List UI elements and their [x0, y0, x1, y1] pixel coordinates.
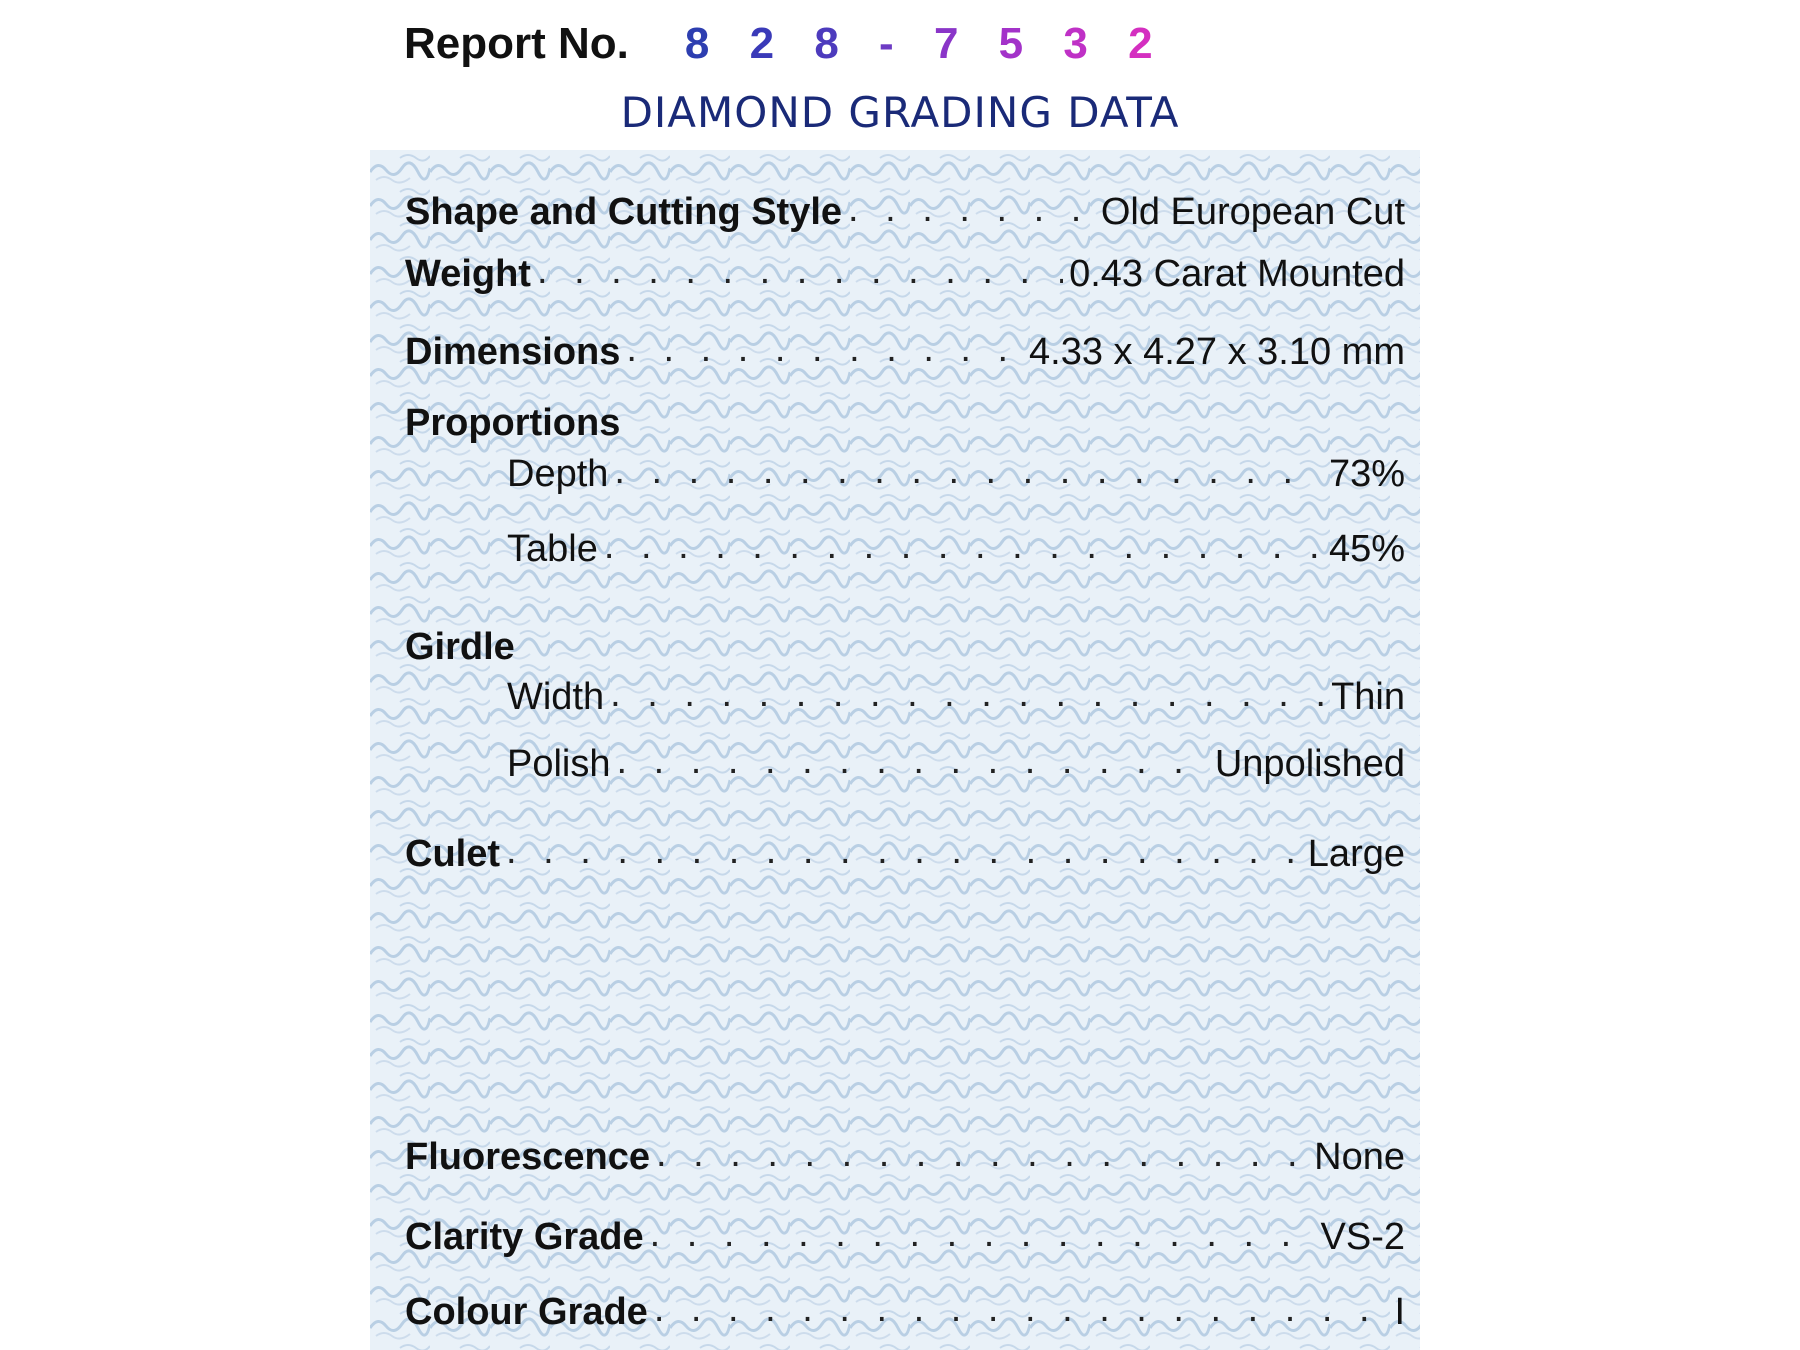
leader-dots — [537, 252, 1063, 296]
leader-dots — [848, 190, 1095, 234]
culet-value: Large — [1307, 833, 1405, 875]
report-digit: 3 — [1063, 19, 1102, 68]
girdle-polish-value: Unpolished — [1214, 743, 1405, 785]
report-digit: - — [879, 19, 908, 68]
fluorescence-value: None — [1314, 1136, 1405, 1178]
colour-row — [405, 1278, 1405, 1334]
report-digit: 5 — [998, 19, 1038, 68]
girdle-polish-label: Polish — [507, 743, 611, 785]
culet-label: Culet — [405, 833, 500, 875]
shape-value: Old European Cut — [1100, 191, 1405, 233]
shape-label: Shape and Cutting Style — [405, 191, 843, 233]
report-digit: 8 — [814, 19, 853, 68]
document-title: DIAMOND GRADING DATA — [620, 88, 1180, 137]
report-digit: 2 — [1128, 19, 1167, 68]
report-number-line — [404, 14, 1167, 74]
shape-row — [405, 178, 1405, 234]
leader-dots — [604, 527, 1323, 571]
report-digit: 7 — [933, 19, 973, 68]
report-number-value — [685, 19, 1167, 69]
weight-label: Weight — [405, 253, 531, 295]
leader-dots — [626, 330, 1023, 374]
fluorescence-label: Fluorescence — [405, 1136, 650, 1178]
leader-dots — [654, 1290, 1389, 1334]
weight-value: 0.43 Carat Mounted — [1069, 253, 1405, 295]
table-value: 45% — [1328, 528, 1405, 570]
depth-label: Depth — [507, 453, 609, 495]
leader-dots — [617, 742, 1209, 786]
report-digit: 2 — [749, 19, 789, 68]
leader-dots — [656, 1135, 1308, 1179]
leader-dots — [506, 832, 1302, 876]
dimensions-label: Dimensions — [405, 331, 621, 373]
grading-data-panel — [370, 150, 1420, 1350]
fluorescence-row — [405, 1123, 1405, 1179]
clarity-label: Clarity Grade — [405, 1216, 644, 1258]
dimensions-row — [405, 318, 1405, 374]
girdle-heading: Girdle — [405, 626, 515, 668]
report-number-label: Report No. — [404, 19, 629, 68]
clarity-row — [405, 1203, 1405, 1259]
depth-row — [405, 440, 1405, 496]
weight-row — [405, 240, 1405, 296]
culet-row — [405, 820, 1405, 876]
girdle-width-value: Thin — [1331, 676, 1405, 718]
report-digit: 8 — [684, 19, 724, 68]
leader-dots — [650, 1215, 1315, 1259]
leader-dots — [614, 452, 1323, 496]
clarity-value: VS-2 — [1320, 1216, 1405, 1258]
table-label: Table — [507, 528, 598, 570]
girdle-width-row — [405, 663, 1405, 719]
depth-value: 73% — [1328, 453, 1405, 495]
proportions-heading: Proportions — [405, 402, 621, 444]
dimensions-value: 4.33 x 4.27 x 3.10 mm — [1029, 331, 1405, 373]
colour-label: Colour Grade — [405, 1291, 648, 1333]
leader-dots — [610, 675, 1325, 719]
girdle-width-label: Width — [507, 676, 605, 718]
table-row — [405, 515, 1405, 571]
colour-value: I — [1394, 1291, 1405, 1333]
girdle-polish-row — [405, 730, 1405, 786]
